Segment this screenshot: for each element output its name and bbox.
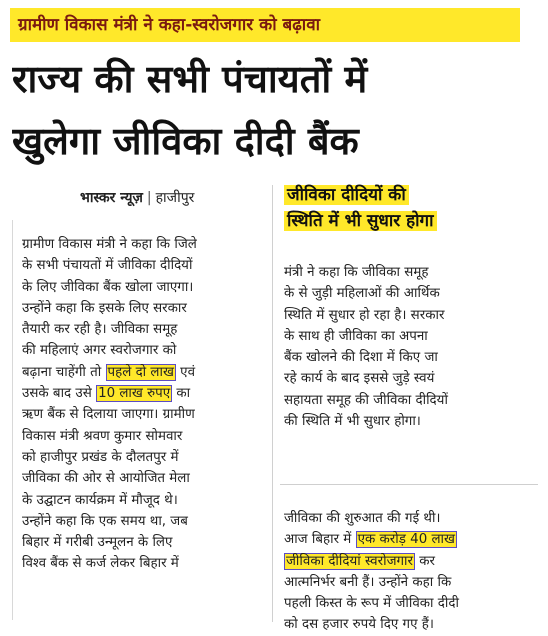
body-line: आत्मनिर्भर बनी हैं। उन्होंने कहा कि [284, 574, 452, 590]
byline-source: भास्कर न्यूज़ [80, 190, 143, 206]
body-line: उन्होंने कहा कि इसके लिए सरकार [22, 300, 187, 316]
highlight-self-employment: जीविका दीदियां स्वरोजगार [286, 553, 413, 569]
right-column-body-2 [284, 508, 536, 636]
body-line: रहे कार्य के बाद इससे जुड़े स्वयं [284, 371, 435, 387]
body-text: बढ़ाना चाहेंगी तो [22, 364, 106, 380]
subhead-line-1 [284, 182, 534, 208]
body-line [284, 551, 536, 572]
body-line: की स्थिति में भी सुधार होगा। [284, 414, 421, 430]
body-line [22, 362, 266, 383]
body-text: आज बिहार में [284, 532, 356, 548]
highlight-ten-lakh: 10 लाख रुपए [98, 386, 171, 402]
body-line: के लिए जीविका बैंक खोला जाएगा। [22, 279, 194, 295]
body-line: के उद्घाटन कार्यक्रम में मौजूद थे। [22, 492, 178, 508]
body-line: स्थिति में सुधार हो रहा है। सरकार [284, 307, 445, 323]
kicker-banner [10, 8, 520, 42]
headline-line-1: राज्य की सभी पंचायतों में [12, 57, 368, 101]
kicker-text: ग्रामीण विकास मंत्री ने कहा-स्वरोजगार को बढ़ावा [18, 15, 321, 35]
column-divider [272, 185, 273, 622]
right-column-body-1 [284, 262, 536, 432]
body-line: सहायता समूह की जीविका दीदियों [284, 392, 448, 408]
body-line: जीविका की ओर से आयोजित मेला [22, 471, 190, 487]
byline [80, 188, 194, 207]
section-divider [280, 484, 538, 485]
left-column-body [22, 234, 266, 575]
body-line: ऋण बैंक से दिलाया जाएगा। ग्रामीण [22, 407, 195, 423]
body-line: बैंक खोलने की दिशा में किए जा [284, 350, 438, 366]
highlight-two-lakh: पहले दो लाख [107, 364, 174, 380]
body-line: बिहार में गरीबी उन्मूलन के लिए [22, 535, 173, 551]
headline-line-2: खुलेगा जीविका दीदी बैंक [12, 119, 359, 163]
body-line: को हाजीपुर प्रखंड के दौलतपुर में [22, 449, 179, 465]
byline-separator: | [146, 190, 152, 206]
body-line [22, 383, 266, 404]
body-line: मंत्री ने कहा कि जीविका समूह [284, 265, 429, 280]
body-line: की महिलाएं अगर स्वरोजगार को [22, 343, 177, 359]
body-line: के से जुड़ी महिलाओं की आर्थिक [284, 286, 440, 302]
left-margin-rule [12, 220, 13, 620]
body-line: विकास मंत्री श्रवण कुमार सोमवार [22, 428, 183, 444]
byline-place: हाजीपुर [155, 190, 195, 206]
body-line: के सभी पंचायतों में जीविका दीदियों [22, 258, 193, 274]
body-line: विश्व बैंक से कर्ज लेकर बिहार में [22, 556, 179, 572]
subhead-text-2: स्थिति में भी सुधार होगा [284, 211, 437, 231]
body-line: ग्रामीण विकास मंत्री ने कहा कि जिले [22, 237, 197, 252]
body-text: का [172, 386, 191, 402]
headline [12, 48, 542, 172]
body-line: के साथ ही जीविका का अपना [284, 328, 428, 344]
body-line: तैयारी कर रही है। जीविका समूह [22, 322, 178, 338]
subhead-text-1: जीविका दीदियों की [284, 185, 409, 205]
body-line: उन्होंने कहा कि एक समय था, जब [22, 513, 188, 529]
body-text: उसके बाद उसे [22, 386, 97, 402]
body-text: कर [415, 553, 436, 569]
body-line: जीविका की शुरुआत की गई थी। [284, 511, 441, 526]
subhead-line-2 [284, 208, 534, 234]
body-line [284, 529, 536, 550]
body-line: पहली किस्त के रूप में जीविका दीदी [284, 596, 459, 612]
highlight-one-crore: एक करोड़ 40 लाख [357, 532, 455, 548]
body-line: को दस हजार रुपये दिए गए हैं। [284, 617, 434, 633]
body-text: एवं [175, 364, 196, 380]
subhead [284, 182, 534, 234]
